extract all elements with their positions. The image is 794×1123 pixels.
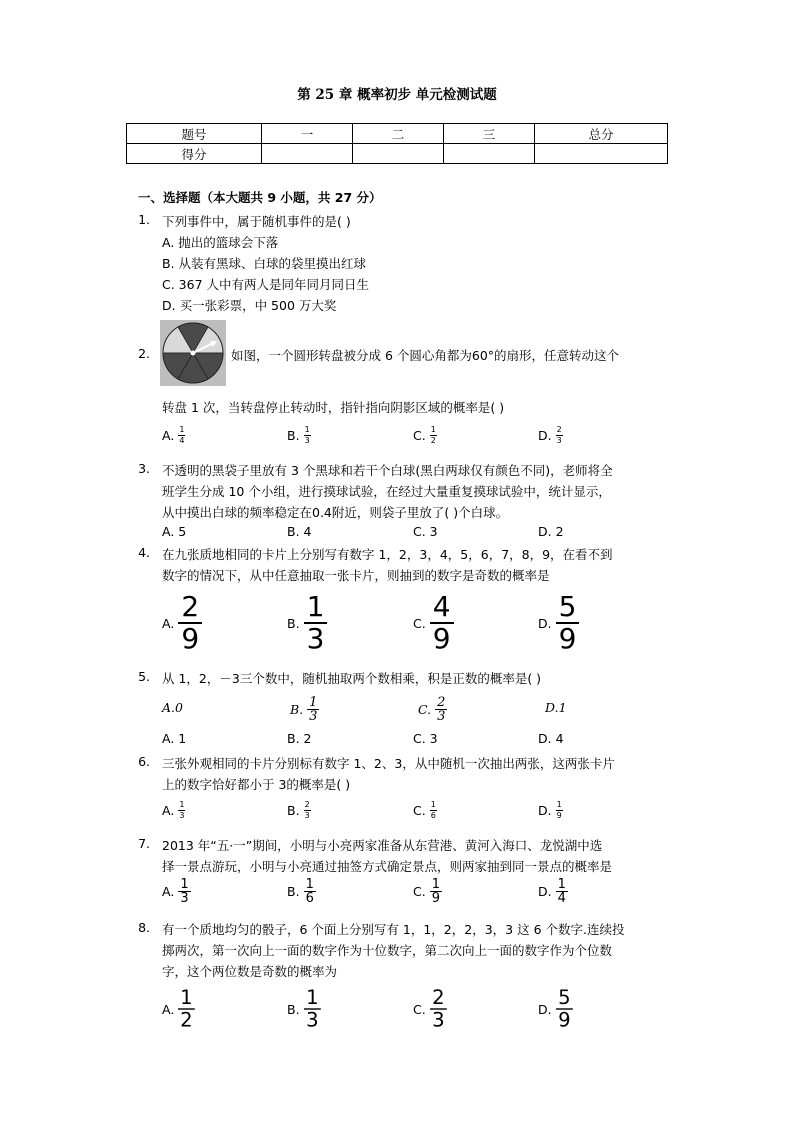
option-c: C. 367 人中有两人是同年同月同日生 <box>162 277 370 292</box>
question-stem: 字，这个两位数是奇数的概率为 <box>162 964 338 979</box>
fraction: $\frac{2}{3}$ <box>304 800 310 820</box>
score-header-cell: 题号 <box>127 124 262 144</box>
option-d: D. 买一张彩票，中 500 万大奖 <box>162 298 337 313</box>
option-b: B. $\frac{1}{3}$ <box>287 425 310 445</box>
italic-option-c: C. $\frac{2}{3}$ <box>418 695 446 724</box>
fraction: $\frac{1}{4}$ <box>179 425 185 445</box>
score-cell[interactable] <box>535 144 668 164</box>
option-d: D. $\frac{5}{9}$ <box>538 592 579 654</box>
score-header-cell: 二 <box>353 124 444 144</box>
fraction: $\frac{5}{9}$ <box>556 987 573 1030</box>
fraction: $\frac{1}{3}$ <box>304 987 321 1030</box>
italic-option-b: B. $\frac{1}{3}$ <box>290 695 318 724</box>
option-d: D. 2 <box>538 524 564 539</box>
spinner-figure <box>160 320 226 386</box>
fraction: $\frac{1}{3}$ <box>304 592 328 654</box>
question-number: 8. <box>138 920 150 935</box>
score-header-cell: 一 <box>262 124 353 144</box>
score-table-score-row <box>127 144 668 164</box>
option-a: A. $\frac{2}{9}$ <box>162 592 202 654</box>
fraction: $\frac{1}{6}$ <box>430 800 436 820</box>
section-heading: 一、选择题（本大题共 9 小题，共 27 分） <box>138 190 382 205</box>
option-c: C. $\frac{1}{6}$ <box>413 800 436 820</box>
option-b: B. 从装有黑球、白球的袋里摸出红球 <box>162 256 367 271</box>
option-a: A. $\frac{1}{3}$ <box>162 877 189 906</box>
italic-option-a: A.0 <box>162 700 183 715</box>
option-a: A. $\frac{1}{4}$ <box>162 425 185 445</box>
question-stem: 下列事件中，属于随机事件的是( ) <box>162 214 351 229</box>
question-number: 4. <box>138 545 150 560</box>
question-stem: 择一景点游玩，小明与小亮通过抽签方式确定景点，则两家抽到同一景点的概率是 <box>162 859 613 874</box>
question-number: 1. <box>138 212 150 227</box>
fraction: $\frac{1}{6}$ <box>305 877 314 906</box>
question-stem: 不透明的黑袋子里放有 3 个黑球和若干个白球(黑白两球仅有颜色不同)，老师将全 <box>162 463 613 478</box>
option-a: A. $\frac{1}{2}$ <box>162 978 202 1040</box>
option-d: D. $\frac{2}{3}$ <box>538 425 562 445</box>
option-c: C. $\frac{4}{9}$ <box>413 592 454 654</box>
question-stem: 数字的情况下，从中任意抽取一张卡片，则抽到的数字是奇数的概率是 <box>162 568 550 583</box>
option-d: D. 4 <box>538 731 564 746</box>
score-cell[interactable] <box>262 144 353 164</box>
option-a: A. $\frac{1}{3}$ <box>162 800 185 820</box>
fraction: $\frac{2}{9}$ <box>178 592 202 654</box>
fraction: $\frac{1}{3}$ <box>179 800 185 820</box>
fraction: $\frac{2}{3}$ <box>437 695 446 724</box>
question-stem: 有一个质地均匀的骰子，6 个面上分别写有 1，1，2，2，3，3 这 6 个数字.连续投 <box>162 922 625 937</box>
fraction: $\frac{2}{3}$ <box>430 987 447 1030</box>
score-header-cell: 三 <box>444 124 535 144</box>
option-b: B. $\frac{1}{3}$ <box>287 592 327 654</box>
score-cell[interactable] <box>353 144 444 164</box>
italic-option-d: D.1 <box>545 700 567 715</box>
option-c: C. 3 <box>413 524 438 539</box>
option-d: D. $\frac{1}{9}$ <box>538 800 562 820</box>
fraction: $\frac{4}{9}$ <box>430 592 454 654</box>
page-title: 第 25 章 概率初步 单元检测试题 <box>297 87 497 103</box>
option-c: C. $\frac{1}{9}$ <box>413 877 440 906</box>
fraction: $\frac{1}{3}$ <box>304 425 310 445</box>
score-row-label: 得分 <box>127 144 262 164</box>
score-table-header-row <box>127 124 668 144</box>
option-d: D. $\frac{5}{9}$ <box>538 978 579 1040</box>
fraction: $\frac{1}{2}$ <box>178 987 195 1030</box>
option-b: B. 4 <box>287 524 312 539</box>
score-table <box>126 123 668 164</box>
question-stem: 在九张质地相同的卡片上分别写有数字 1，2，3，4，5，6，7，8，9，在看不到 <box>162 547 613 562</box>
fraction: $\frac{1}{9}$ <box>431 877 440 906</box>
question-stem: 2013 年“五·一”期间，小明与小亮两家准备从东营港、黄河入海口、龙悦湖中选 <box>162 838 603 853</box>
question-stem: 转盘 1 次，当转盘停止转动时，指针指向阴影区域的概率是( ) <box>162 400 505 415</box>
question-number: 6. <box>138 754 150 769</box>
fraction: $\frac{2}{3}$ <box>556 425 562 445</box>
fraction: $\frac{1}{2}$ <box>430 425 436 445</box>
option-b: B. $\frac{2}{3}$ <box>287 800 310 820</box>
question-number: 7. <box>138 836 150 851</box>
question-number: 2. <box>138 346 150 361</box>
score-cell[interactable] <box>444 144 535 164</box>
option-b: B. $\frac{1}{6}$ <box>287 877 314 906</box>
fraction: $\frac{1}{3}$ <box>180 877 189 906</box>
question-stem: 班学生分成 10 个小组，进行摸球试验，在经过大量重复摸球试验中，统计显示， <box>162 484 611 499</box>
option-b: B. $\frac{1}{3}$ <box>287 978 327 1040</box>
score-header-cell: 总分 <box>535 124 668 144</box>
option-c: C. 3 <box>413 731 438 746</box>
question-stem: 三张外观相同的卡片分别标有数字 1、2、3，从中随机一次抽出两张，这两张卡片 <box>162 756 615 771</box>
option-a: A. 1 <box>162 731 187 746</box>
question-stem: 从中摸出白球的频率稳定在0.4附近，则袋子里放了( )个白球。 <box>162 505 509 520</box>
question-number: 5. <box>138 669 150 684</box>
fraction: $\frac{5}{9}$ <box>556 592 580 654</box>
option-c: C. $\frac{1}{2}$ <box>413 425 436 445</box>
fraction: $\frac{1}{4}$ <box>557 877 566 906</box>
question-number: 3. <box>138 461 150 476</box>
option-a: A. 5 <box>162 524 187 539</box>
fraction: $\frac{1}{9}$ <box>556 800 562 820</box>
fraction: $\frac{1}{3}$ <box>309 695 318 724</box>
question-stem: 掷两次，第一次向上一面的数字作为十位数字，第二次向上一面的数字作为个位数 <box>162 943 613 958</box>
question-stem: 上的数字恰好都小于 3的概率是( ) <box>162 777 351 792</box>
option-d: D. $\frac{1}{4}$ <box>538 877 566 906</box>
question-stem: 如图，一个圆形转盘被分成 6 个圆心角都为60°的扇形，任意转动这个 <box>231 348 620 363</box>
option-b: B. 2 <box>287 731 312 746</box>
option-c: C. $\frac{2}{3}$ <box>413 978 454 1040</box>
option-a: A. 抛出的篮球会下落 <box>162 235 279 250</box>
question-stem: 从 1，2，－3三个数中，随机抽取两个数相乘，积是正数的概率是( ) <box>162 671 542 686</box>
